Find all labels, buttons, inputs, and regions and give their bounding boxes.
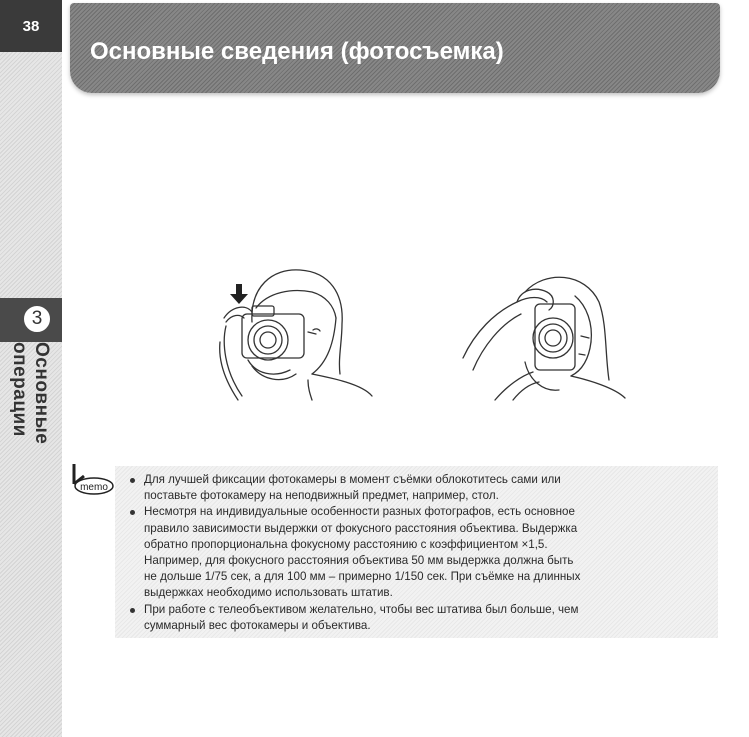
page-number: 38 — [0, 0, 62, 52]
memo-item-3: При работе с телеобъективом желательно, чтобы вес штатива был больше, чем суммарный вес фотокамеры и объектива. — [130, 602, 710, 634]
page-title: Основные сведения (фотосъемка) — [90, 38, 504, 65]
memo-list — [130, 472, 710, 634]
memo-item-2: Несмотря на индивидуальные особенности разных фотографов, есть основное правило зависимости выдержки от фокусного расстояния объектива. Выдержка обратно пропорциональна фокусному расстоянию с коэффициентом ×1,5. Например, для фокусного расстояния объектива 50 мм выдержка должна быть не дольше 1/75 сек, а для 100 мм – примерно 1/150 сек. При съёмке на длинных выдержках необходимо использовать штатив. — [130, 504, 710, 601]
chapter-title: Основные операции — [9, 342, 52, 445]
memo-item-1: Для лучшей фиксации фотокамеры в момент съёмки облокотитесь сами или поставьте фотокамеру на неподвижный предмет, например, стол. — [130, 472, 710, 504]
photographer-horizontal-icon — [212, 262, 377, 402]
photographer-vertical-icon — [455, 262, 630, 402]
memo-icon — [70, 462, 114, 496]
shutter-arrow-icon — [230, 284, 248, 304]
chapter-number: 3 — [22, 304, 52, 334]
memo-icon-label: memo — [80, 482, 108, 493]
